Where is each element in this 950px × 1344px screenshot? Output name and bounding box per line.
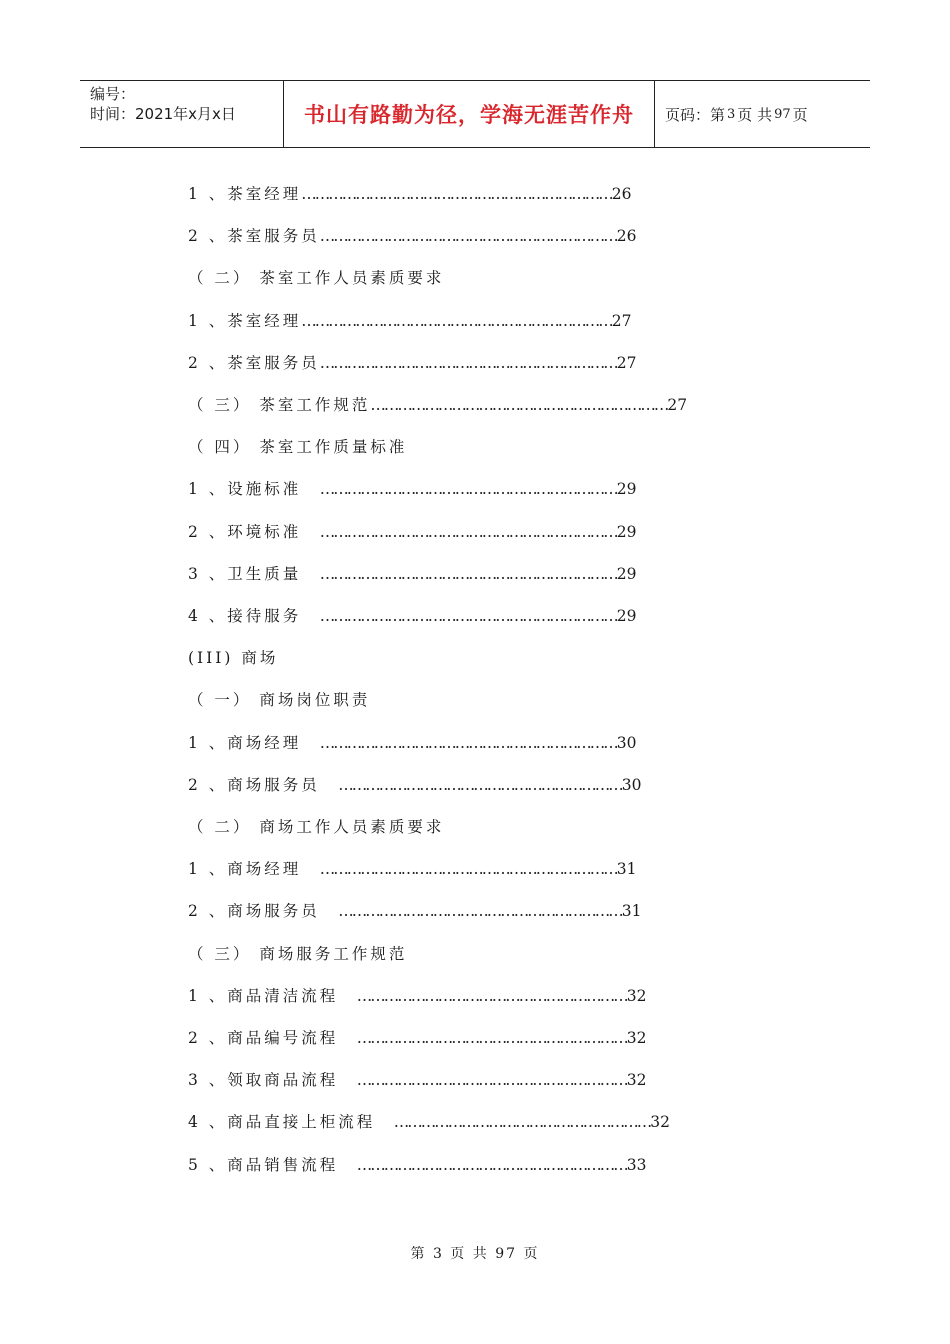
header-meta [80,81,283,147]
toc-entry-leader: ………………………………………………………… [319,522,617,541]
toc-entry[interactable] [188,1066,647,1094]
toc-entry[interactable] [188,560,637,588]
toc-entry-label: （ 二） 茶室工作人员素质要求 [188,269,445,288]
page-footer: 第 3 页 共 97 页 [410,1246,540,1262]
toc-entry-label: 1 、商场经理 [188,860,320,879]
toc-entry[interactable] [188,897,642,925]
toc-entry-label: 3 、卫生质量 [188,564,320,583]
toc-entry-leader: ………………………………………………………… [319,353,617,372]
toc-entry-label: 2 、环境标准 [188,522,320,541]
toc-entry[interactable] [188,813,444,841]
toc-entry[interactable] [188,686,370,714]
toc-entry-label: 1 、茶室经理 [188,185,302,203]
toc-entry-page: 27 [616,353,637,372]
page-prefix: 页码：第 [665,105,726,124]
toc-entry[interactable] [188,1024,647,1052]
toc-entry[interactable] [188,475,637,503]
toc-entry-page: 29 [616,607,637,625]
toc-entry[interactable] [188,307,632,335]
toc-entry[interactable] [188,391,687,419]
toc-entry-page: 33 [626,1155,647,1174]
toc-entry-page: 31 [621,902,642,921]
toc-entry-leader: …………………………………………………… [356,986,627,1005]
toc-entry-leader: …………………………………………………… [356,1155,627,1174]
header-page-indicator [655,81,870,147]
toc-entry-leader: ………………………………………………………… [319,227,617,246]
toc-entry-leader: ………………………………………………………… [370,396,668,414]
toc-entry-leader: …………………………………………………… [356,1071,627,1090]
toc-entry-label: 4 、商品直接上柜流程 [188,1113,394,1132]
toc-entry-label: （ 二） 商场工作人员素质要求 [188,818,445,836]
toc-entry-label: 4 、接待服务 [188,607,320,625]
toc-entry-leader: ………………………………………………………… [319,564,617,583]
toc-entry-label: （ 三） 茶室工作规范 [188,396,371,414]
toc-entry-leader: …………………………………………………………… [301,185,612,203]
toc-entry-page: 32 [626,1071,647,1090]
toc-entry-page: 32 [650,1113,671,1132]
toc-entry[interactable] [188,180,632,208]
toc-entry[interactable] [188,518,637,546]
toc-entry[interactable] [188,982,647,1010]
toc-entry-page: 30 [616,733,637,752]
toc-entry[interactable] [188,264,444,292]
toc-entry-leader: ………………………………………………………… [319,860,617,879]
toc-entry-leader: ……………………………………………………… [338,902,622,921]
toc-entry[interactable] [188,349,637,377]
toc-entry-label: 2 、商场服务员 [188,775,339,794]
toc-entry-page: 26 [611,185,632,203]
toc-entry[interactable] [188,855,637,883]
toc-entry-leader: ………………………………………………………… [319,733,617,752]
toc-entry-page: 32 [626,1029,647,1047]
toc-entry-page: 30 [621,775,642,794]
toc-entry-leader: ………………………………………………………… [319,607,617,625]
toc-entry-label: 2 、茶室服务员 [188,353,320,372]
toc-entry[interactable] [188,602,637,630]
toc-entry-page: 31 [616,860,637,879]
toc-entry[interactable] [188,644,278,672]
toc-entry-leader: …………………………………………………… [356,1029,627,1047]
toc-entry-page: 29 [616,480,637,499]
toc-entry-label: 1 、茶室经理 [188,311,302,330]
toc-entry-label: 2 、茶室服务员 [188,227,320,246]
toc-entry-leader: ……………………………………………………… [338,775,622,794]
toc-entry-leader: ………………………………………………………… [319,480,617,499]
toc-entry-page: 29 [616,522,637,541]
toc-entry-label: 1 、商品清洁流程 [188,986,357,1005]
toc-entry-page: 26 [616,227,637,246]
toc-entry-label: （ 三） 商场服务工作规范 [188,944,408,963]
toc-entry-label: 1 、设施标准 [188,480,320,499]
toc-entry-page: 27 [611,311,632,330]
toc-entry-page: 32 [626,986,647,1005]
page-suffix: 页 [792,105,808,124]
page-current: 3 [727,106,736,122]
toc-entry-label: 5 、商品销售流程 [188,1155,357,1174]
toc-entry[interactable] [188,1151,647,1179]
toc-entry[interactable] [188,729,637,757]
header-motto: 书山有路勤为径，学海无涯苦作舟 [283,81,655,147]
toc-entry-label: （ 四） 茶室工作质量标准 [188,438,408,457]
toc-entry-leader: …………………………………………………………… [301,311,612,330]
toc-entry[interactable] [188,222,637,250]
toc-entry-leader: ………………………………………………… [393,1113,651,1132]
toc-entry[interactable] [188,940,407,968]
toc-entry-label: 2 、商场服务员 [188,902,339,921]
toc-entry-label: 1 、商场经理 [188,733,320,752]
toc-entry[interactable] [188,433,407,461]
toc-entry-label: (III) 商场 [188,649,279,668]
toc-entry-label: 2 、商品编号流程 [188,1029,357,1047]
document-time: 时间：2021年x月x日 [90,105,236,123]
page-mid: 页 共 [737,105,773,124]
toc-entry-page: 29 [616,564,637,583]
document-number-label: 编号： [90,85,136,103]
toc-entry-label: 3 、领取商品流程 [188,1071,357,1090]
toc-entry-label: （ 一） 商场岗位职责 [188,691,371,710]
page-total: 97 [774,106,791,122]
toc-entry[interactable] [188,771,642,799]
page-header [80,80,870,148]
toc-entry[interactable] [188,1108,670,1136]
toc-entry-page: 27 [667,396,688,414]
